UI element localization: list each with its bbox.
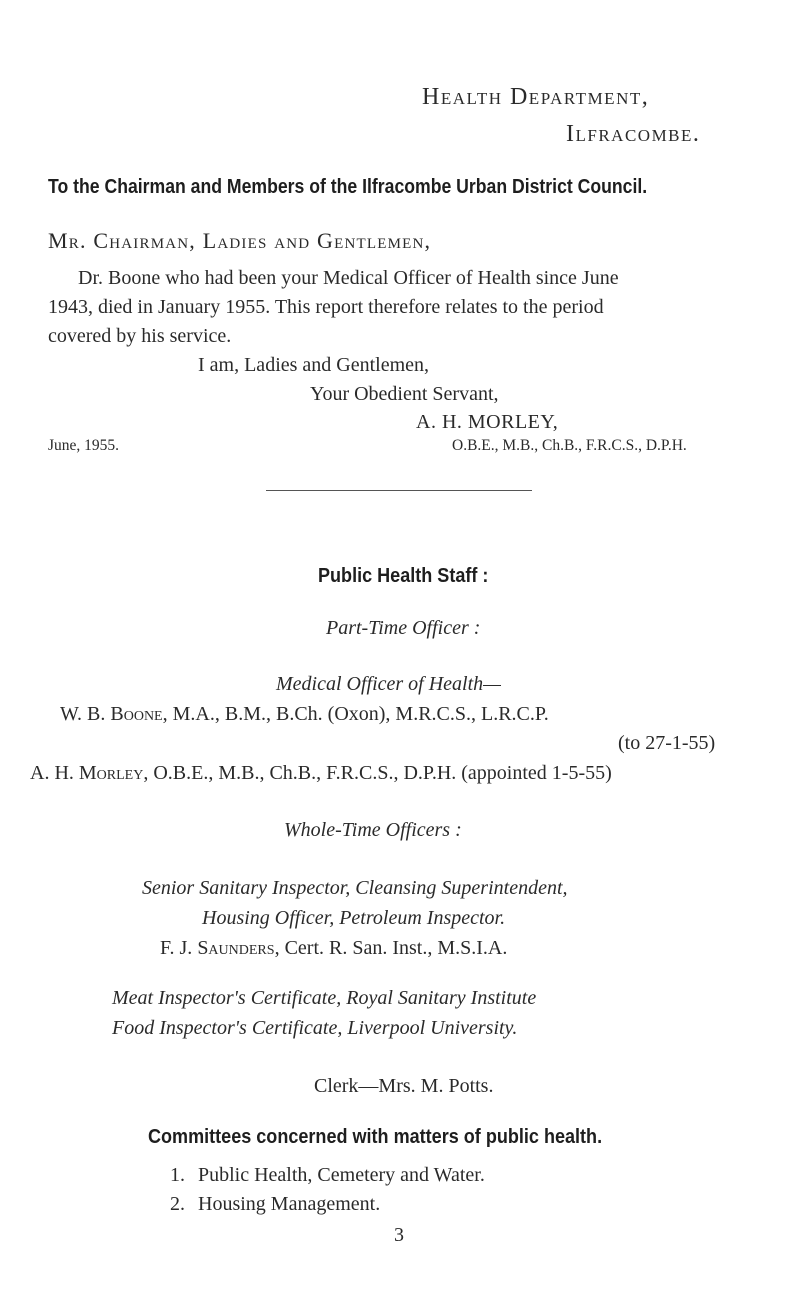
saunders-surname: Saunders bbox=[197, 937, 275, 959]
signature-name: A. H. MORLEY, bbox=[416, 411, 559, 433]
boone-dates: (to 27-1-55) bbox=[618, 732, 716, 754]
boone-surname: Boone bbox=[110, 703, 163, 725]
moh-heading: Medical Officer of Health— bbox=[276, 673, 501, 695]
closing-line-2: Your Obedient Servant, bbox=[310, 383, 499, 405]
committee-item bbox=[170, 1164, 485, 1187]
senior-roles: Senior Sanitary Inspector, Cleansing Superintendent, bbox=[142, 877, 568, 899]
meat-certificate: Meat Inspector's Certificate, Royal Sanitary Institute bbox=[112, 987, 537, 1009]
department-heading: Health Department, bbox=[422, 84, 650, 110]
committee-item bbox=[170, 1193, 380, 1216]
committees-title: Committees concerned with matters of public health. bbox=[148, 1125, 603, 1148]
morley-initials: A. H. bbox=[30, 762, 79, 784]
staff-section-title: Public Health Staff : bbox=[318, 564, 489, 587]
body-line-1: Dr. Boone who had been your Medical Officer of Health since June bbox=[78, 267, 619, 289]
housing-roles: Housing Officer, Petroleum Inspector. bbox=[202, 907, 506, 929]
morley-surname: Morley bbox=[78, 762, 144, 784]
address-line: To the Chairman and Members of the Ilfracombe Urban District Council. bbox=[48, 175, 648, 198]
committee-number: 2. bbox=[170, 1193, 185, 1215]
committee-label: Housing Management. bbox=[198, 1193, 381, 1215]
morley-qualifications: , O.B.E., M.B., Ch.B., F.R.C.S., D.P.H. (appointed 1-5-55) bbox=[143, 762, 612, 784]
closing-line-1: I am, Ladies and Gentlemen, bbox=[198, 354, 430, 376]
page-number: 3 bbox=[394, 1224, 404, 1246]
staff-entry-morley bbox=[30, 762, 612, 785]
food-certificate: Food Inspector's Certificate, Liverpool University. bbox=[112, 1017, 518, 1039]
body-line-2: 1943, died in January 1955. This report therefore relates to the period bbox=[48, 296, 604, 318]
saunders-initials: F. J. bbox=[160, 937, 198, 959]
body-line-3: covered by his service. bbox=[48, 325, 232, 347]
committee-number: 1. bbox=[170, 1164, 185, 1186]
signature-qualifications: O.B.E., M.B., Ch.B., F.R.C.S., D.P.H. bbox=[452, 437, 687, 454]
boone-qualifications: , M.A., B.M., B.Ch. (Oxon), M.R.C.S., L.R.C.P. bbox=[162, 703, 549, 725]
saunders-qualifications: , Cert. R. San. Inst., M.S.I.A. bbox=[274, 937, 508, 959]
letter-date: June, 1955. bbox=[48, 437, 120, 454]
town-heading: Ilfracombe. bbox=[566, 121, 701, 147]
staff-entry-saunders bbox=[160, 937, 507, 960]
staff-entry-boone bbox=[60, 703, 549, 726]
committee-label: Public Health, Cemetery and Water. bbox=[198, 1164, 485, 1186]
whole-time-heading: Whole-Time Officers : bbox=[284, 819, 462, 841]
boone-initials: W. B. bbox=[60, 703, 111, 725]
salutation: Mr. Chairman, Ladies and Gentlemen, bbox=[48, 228, 432, 253]
part-time-heading: Part-Time Officer : bbox=[326, 617, 481, 639]
section-divider bbox=[266, 490, 532, 491]
clerk-entry: Clerk—Mrs. M. Potts. bbox=[314, 1075, 494, 1097]
